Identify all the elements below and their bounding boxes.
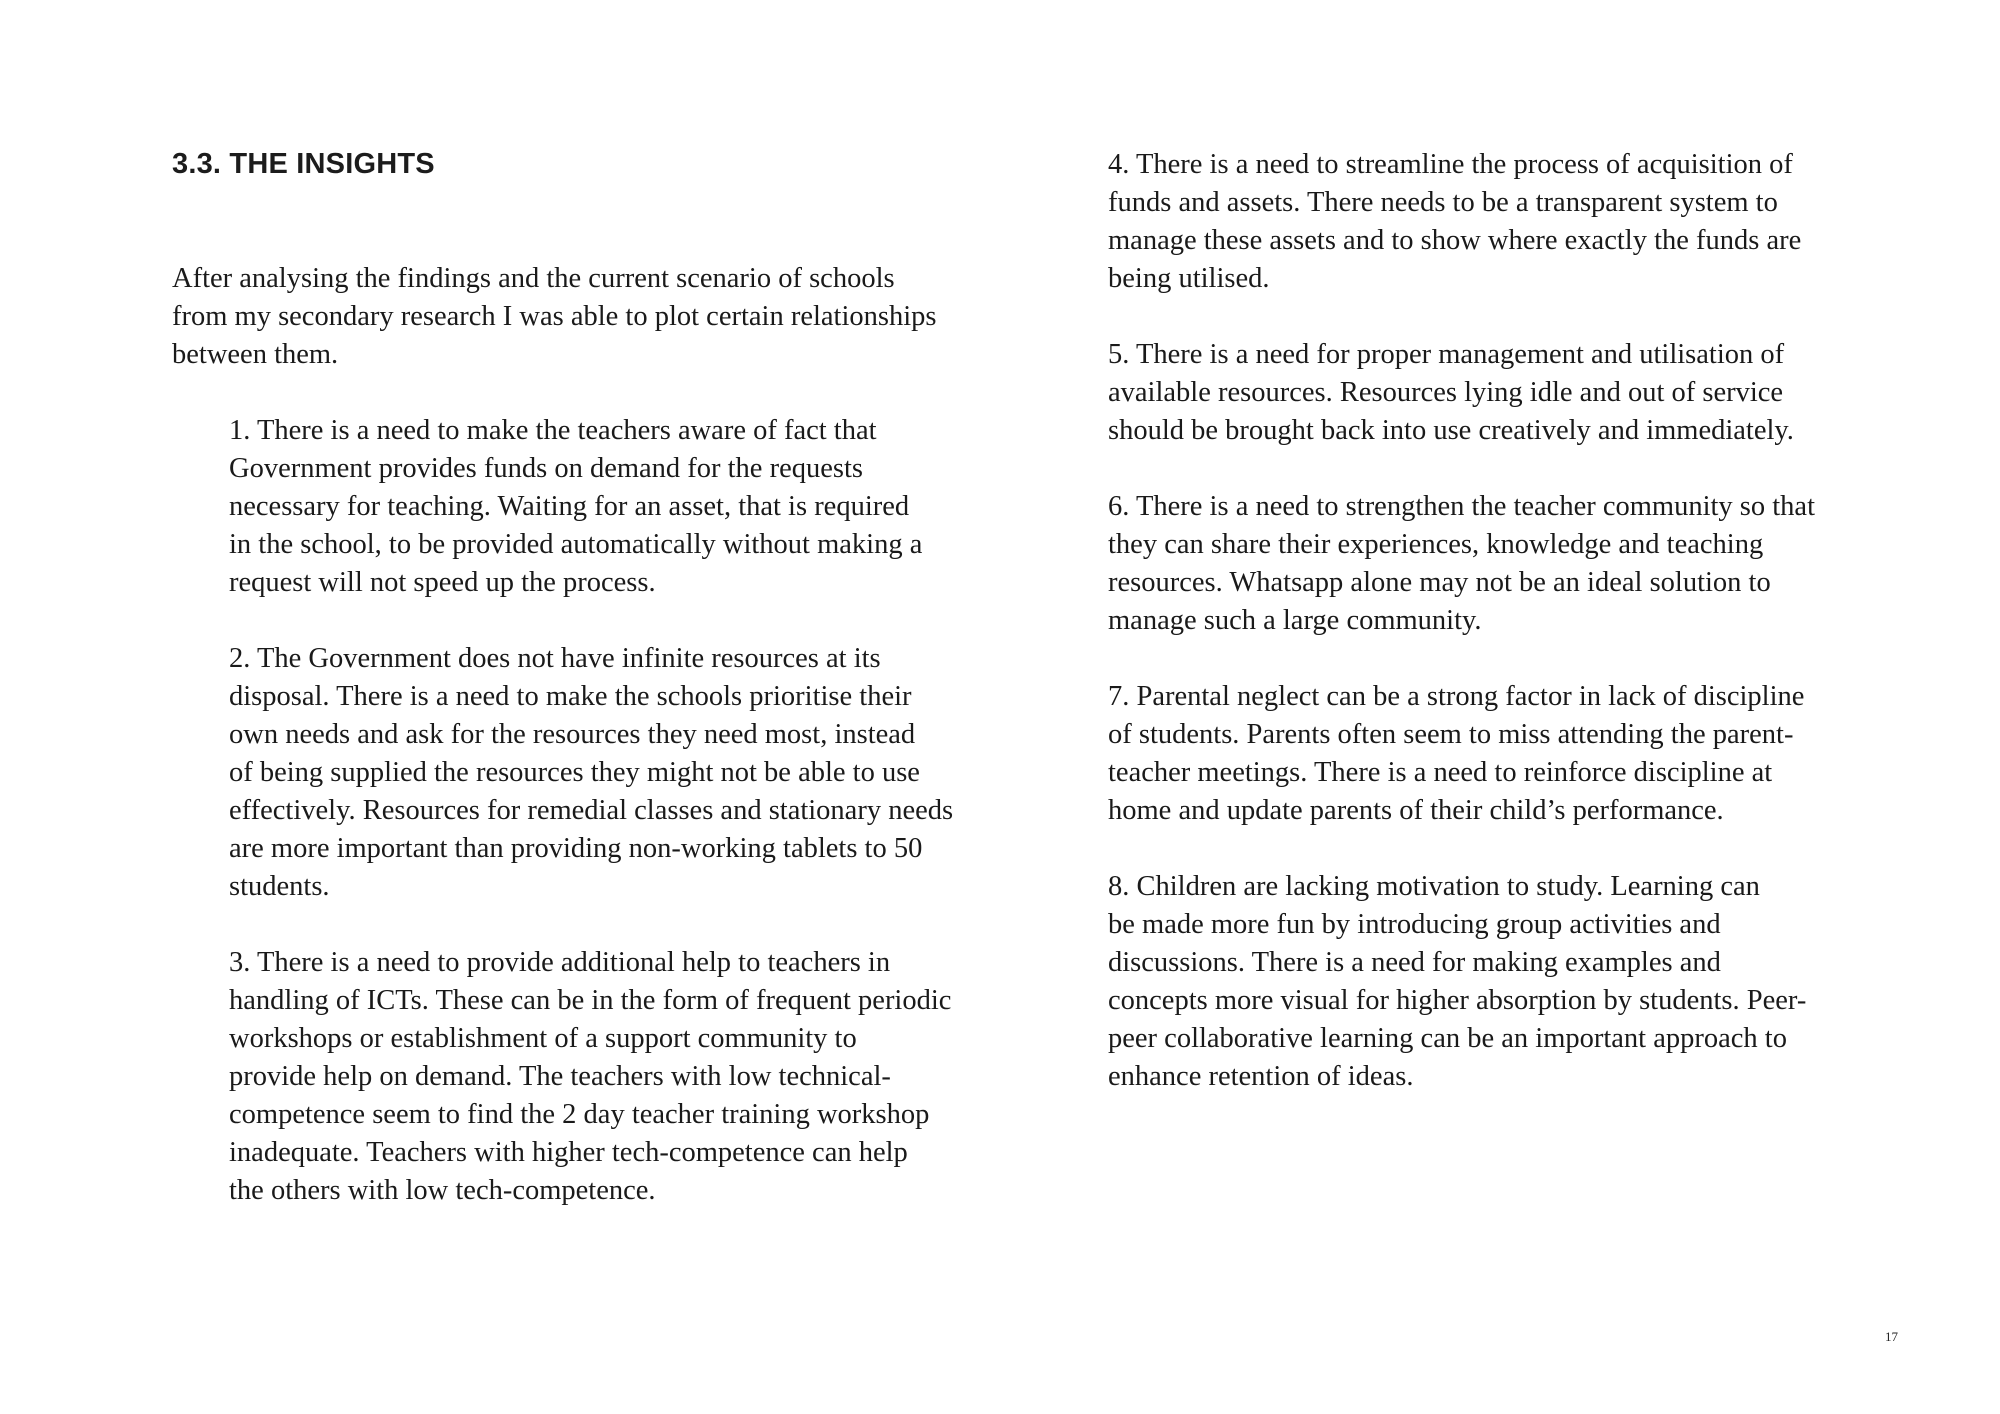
insight-1 [229, 412, 1052, 602]
text-line: 7. Parental neglect can be a strong factor in lack of discipline [1108, 681, 1805, 712]
text-line: the others with low tech-competence. [229, 1175, 656, 1206]
insight-7 [1108, 678, 1948, 830]
insight-8 [1108, 868, 1948, 1096]
text-line: they can share their experiences, knowledge and teaching [1108, 529, 1764, 560]
text-line: inadequate. Teachers with higher tech-competence can help [229, 1137, 908, 1168]
text-line: 6. There is a need to strengthen the teacher community so that [1108, 491, 1816, 522]
section-heading: 3.3. THE INSIGHTS [172, 148, 435, 180]
text-line: effectively. Resources for remedial classes and stationary needs [229, 795, 954, 826]
insight-3 [229, 944, 1052, 1210]
right-column [1108, 146, 1948, 1134]
text-line: are more important than providing non-working tablets to 50 [229, 833, 923, 864]
insight-2 [229, 640, 1052, 906]
text-line: in the school, to be provided automatically without making a [229, 529, 923, 560]
text-line: request will not speed up the process. [229, 567, 656, 598]
text-line: manage such a large community. [1108, 605, 1482, 636]
text-line: own needs and ask for the resources they need most, instead [229, 719, 916, 750]
text-line: resources. Whatsapp alone may not be an ideal solution to [1108, 567, 1771, 598]
text-line: necessary for teaching. Waiting for an asset, that is required [229, 491, 910, 522]
text-line: be made more fun by introducing group activities and [1108, 909, 1721, 940]
text-line: home and update parents of their child’s performance. [1108, 795, 1724, 826]
text-line: provide help on demand. The teachers with low technical- [229, 1061, 891, 1092]
text-line: teacher meetings. There is a need to reinforce discipline at [1108, 757, 1773, 788]
insight-5 [1108, 336, 1948, 450]
text-line: handling of ICTs. These can be in the form of frequent periodic [229, 985, 952, 1016]
text-line: discussions. There is a need for making examples and [1108, 947, 1721, 978]
text-line: competence seem to find the 2 day teacher training workshop [229, 1099, 930, 1130]
text-line: peer collaborative learning can be an important approach to [1108, 1023, 1787, 1054]
text-line: Government provides funds on demand for the requests [229, 453, 863, 484]
text-line: from my secondary research I was able to plot certain relationships [172, 301, 937, 332]
text-line: 4. There is a need to streamline the process of acquisition of [1108, 149, 1793, 180]
insight-6 [1108, 488, 1948, 640]
text-line: 1. There is a need to make the teachers aware of fact that [229, 415, 877, 446]
text-line: workshops or establishment of a support community to [229, 1023, 857, 1054]
text-line: enhance retention of ideas. [1108, 1061, 1414, 1092]
text-line: between them. [172, 339, 339, 370]
text-line: students. [229, 871, 330, 902]
intro-paragraph [172, 260, 1052, 374]
text-line: 8. Children are lacking motivation to study. Learning can [1108, 871, 1760, 902]
text-line: 5. There is a need for proper management and utilisation of [1108, 339, 1785, 370]
insight-4 [1108, 146, 1948, 298]
text-line: funds and assets. There needs to be a transparent system to [1108, 187, 1778, 218]
text-line: of being supplied the resources they might not be able to use [229, 757, 920, 788]
left-column [172, 260, 1052, 1248]
text-line: concepts more visual for higher absorption by students. Peer- [1108, 985, 1807, 1016]
text-line: of students. Parents often seem to miss attending the parent- [1108, 719, 1794, 750]
text-line: disposal. There is a need to make the schools prioritise their [229, 681, 912, 712]
text-line: 2. The Government does not have infinite resources at its [229, 643, 881, 674]
text-line: manage these assets and to show where exactly the funds are [1108, 225, 1802, 256]
text-line: 3. There is a need to provide additional help to teachers in [229, 947, 891, 978]
text-line: should be brought back into use creatively and immediately. [1108, 415, 1794, 446]
page-number: 17 [1885, 1329, 1898, 1344]
text-line: available resources. Resources lying idle and out of service [1108, 377, 1784, 408]
text-line: After analysing the findings and the current scenario of schools [172, 263, 895, 294]
text-line: being utilised. [1108, 263, 1270, 294]
